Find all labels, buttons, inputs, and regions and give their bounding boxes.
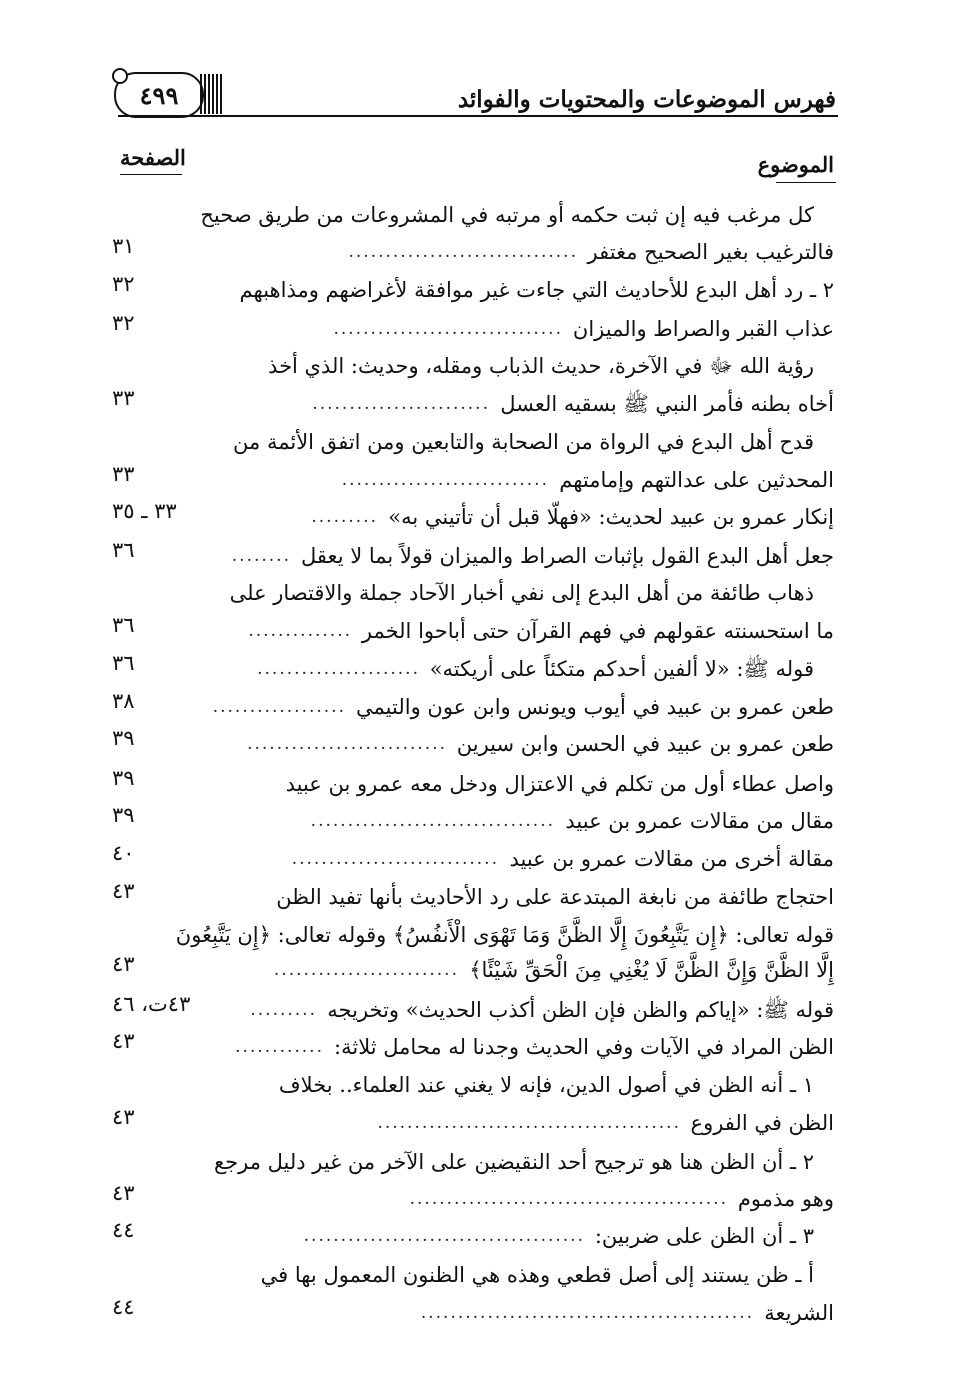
index-entry	[112, 310, 834, 348]
leader-dots: ............................	[341, 470, 549, 490]
entry-page-number: ٤٤	[112, 1295, 135, 1319]
index-entry	[112, 1180, 834, 1218]
leader-dots: .........................	[273, 960, 459, 980]
entry-text: قدح أهل البدع في الرواة من الصحابة والتابعين ومن اتفق الأئمة من	[233, 430, 814, 454]
leader-dots: .........	[311, 507, 378, 527]
leader-dots: ........	[231, 546, 291, 566]
entry-text: المحدثين على عدالتهم وإمامتهم	[559, 468, 834, 492]
entry-text: وهو مذموم	[737, 1187, 834, 1211]
index-entry	[112, 650, 834, 688]
entry-text: إنكار عمرو بن عبيد لحديث: «فهلّا قبل أن تأتيني به»	[388, 505, 834, 529]
column-heading-topic: الموضوع	[757, 152, 834, 177]
header-ornament-dot	[112, 68, 128, 84]
index-entry	[112, 765, 834, 803]
index-entry	[112, 574, 834, 612]
index-entry	[112, 1256, 834, 1294]
entry-text: الشريعة	[764, 1301, 834, 1325]
leader-dots: .................................	[310, 811, 555, 831]
leader-dots: ..................	[212, 697, 346, 717]
index-entry	[112, 725, 834, 763]
leader-dots: ........................	[312, 394, 490, 414]
entry-text: عذاب القبر والصراط والميزان	[572, 317, 834, 341]
index-entry	[112, 688, 834, 726]
leader-dots: ...........................	[247, 734, 447, 754]
entry-page-number: ٣٣ ـ ٣٥	[112, 499, 177, 523]
entry-text: طعن عمرو بن عبيد في أيوب ويونس وابن عون والتيمي	[356, 695, 834, 719]
index-entry	[112, 951, 834, 989]
entry-text: ٢ ـ رد أهل البدع للأحاديث التي جاءت غير موافقة لأغراضهم ومذاهبهم	[239, 278, 834, 302]
entry-text: ما استحسنته عقولهم في فهم القرآن حتى أباحوا الخمر	[361, 619, 834, 643]
entry-text: مقال من مقالات عمرو بن عبيد	[565, 809, 834, 833]
entry-text: احتجاج طائفة من نابغة المبتدعة على رد الأحاديث بأنها تفيد الظن	[276, 885, 834, 909]
index-entry	[112, 1217, 834, 1255]
column-heading-topic-rule	[776, 182, 836, 183]
leader-dots: .........	[250, 1000, 317, 1020]
entry-page-number: ٣٨	[112, 689, 135, 713]
leader-dots: ...............................	[348, 242, 578, 262]
entry-text: كل مرغب فيه إن ثبت حكمه أو مرتبه في المشروعات من طريق صحيح	[200, 203, 814, 227]
entry-page-number: ٤٣	[112, 1105, 135, 1129]
entry-text: طعن عمرو بن عبيد في الحسن وابن سيرين	[456, 732, 834, 756]
entry-text: ١ ـ أنه الظن في أصول الدين، فإنه لا يغني عند العلماء.. بخلاف	[278, 1073, 814, 1097]
index-entry	[112, 498, 834, 536]
entry-text: أخاه بطنه فأمر النبي ﷺ بسقيه العسل	[500, 392, 834, 416]
index-entry	[112, 271, 834, 309]
entry-text: قوله ﷺ: «لا ألفين أحدكم متكئاً على أريكته»	[429, 657, 814, 681]
index-entry	[112, 991, 834, 1029]
entry-page-number: ٣١	[112, 234, 135, 258]
entry-text: قوله تعالى: ﴿إِن يَتَّبِعُونَ إِلَّا الظَّنَّ وَمَا تَهْوَى الْأَنفُسُ﴾ وقوله تعالى: ﴿إِن يَتَّبِعُونَ	[175, 923, 834, 947]
entry-page-number: ٣٦	[112, 538, 135, 562]
entry-page-number: ٣٣	[112, 462, 135, 486]
entry-page-number: ٣٩	[112, 803, 135, 827]
entry-text: ٢ ـ أن الظن هنا هو ترجيح أحد النقيضين على الآخر من غير دليل مرجع	[213, 1150, 814, 1174]
entry-page-number: ٣٩	[112, 726, 135, 750]
index-entry	[112, 537, 834, 575]
index-entry	[112, 1143, 834, 1181]
entry-text: الظن في الفروع	[690, 1111, 834, 1135]
entry-page-number: ٤٠	[112, 841, 135, 865]
entry-text: إِلَّا الظَّنَّ وَإِنَّ الظَّنَّ لَا يُغْنِي مِنَ الْحَقِّ شَيْئًا﴾	[469, 958, 834, 982]
entry-text: ذهاب طائفة من أهل البدع إلى نفي أخبار الآحاد جملة والاقتصار على	[229, 581, 814, 605]
index-entry	[112, 916, 834, 954]
leader-dots: ..............	[248, 621, 352, 641]
leader-dots: ......................................	[303, 1226, 585, 1246]
index-entry	[112, 612, 834, 650]
running-header-title: فهرس الموضوعات والمحتويات والفوائد	[457, 86, 836, 113]
index-entry	[112, 1104, 834, 1142]
leader-dots: ...........................................	[409, 1189, 728, 1209]
entry-page-number: ٣٢	[112, 272, 135, 296]
index-entry	[112, 385, 834, 423]
index-entry	[112, 878, 834, 916]
entry-text: قوله ﷺ: «إياكم والظن فإن الظن أكذب الحديث» وتخريجه	[327, 998, 834, 1022]
entry-page-number: ٤٣	[112, 952, 135, 976]
header-rule	[118, 115, 838, 117]
leader-dots: ............................	[291, 849, 499, 869]
index-entry	[112, 1066, 834, 1104]
entry-text: مقالة أخرى من مقالات عمرو بن عبيد	[509, 847, 834, 871]
column-heading-page-rule	[120, 174, 182, 175]
entry-page-number: ٤٣	[112, 879, 135, 903]
index-entry	[112, 802, 834, 840]
entry-text: جعل أهل البدع القول بإثبات الصراط والميزان قولاً بما لا يعقل	[301, 544, 834, 568]
leader-dots: .........................................	[377, 1113, 681, 1133]
index-entry	[112, 1294, 834, 1332]
index-entry	[112, 840, 834, 878]
entry-page-number: ٣٦	[112, 651, 135, 675]
index-entry	[112, 423, 834, 461]
entry-page-number: ٤٣	[112, 1181, 135, 1205]
index-entry	[112, 233, 834, 271]
entry-page-number: ٣٦	[112, 613, 135, 637]
entry-text: رؤية الله ﷻ في الآخرة، حديث الذباب ومقله، وحديث: الذي أخذ	[268, 354, 814, 378]
entry-text: الظن المراد في الآيات وفي الحديث وجدنا له محامل ثلاثة:	[334, 1035, 834, 1059]
index-entry	[112, 1028, 834, 1066]
entry-page-number: ٣٩	[112, 766, 135, 790]
page-number: ٤٩٩	[139, 80, 179, 110]
entry-page-number: ٣٣	[112, 386, 135, 410]
leader-dots: .............................................	[420, 1303, 754, 1323]
leader-dots: ...............................	[333, 319, 563, 339]
entry-text: فالترغيب بغير الصحيح مغتفر	[587, 240, 834, 264]
page-number-badge	[114, 72, 204, 118]
entry-text: ٣ ـ أن الظن على ضربين:	[594, 1224, 814, 1248]
entry-page-number: ٣٢	[112, 311, 135, 335]
index-entry	[112, 347, 834, 385]
leader-dots: ............	[235, 1037, 324, 1057]
entry-page-number: ٤٣	[112, 1029, 135, 1053]
entry-text: واصل عطاء أول من تكلم في الاعتزال ودخل معه عمرو بن عبيد	[285, 772, 834, 796]
column-heading-page: الصفحة	[120, 145, 186, 170]
index-entry	[112, 461, 834, 499]
entry-page-number: ٤٤	[112, 1218, 135, 1242]
entry-page-number: ٤٣ت، ٤٦	[112, 992, 191, 1016]
entry-text: أ ـ ظن يستند إلى أصل قطعي وهذه هي الظنون المعمول بها في	[260, 1263, 814, 1287]
index-entry	[112, 196, 834, 234]
leader-dots: ......................	[257, 659, 420, 679]
